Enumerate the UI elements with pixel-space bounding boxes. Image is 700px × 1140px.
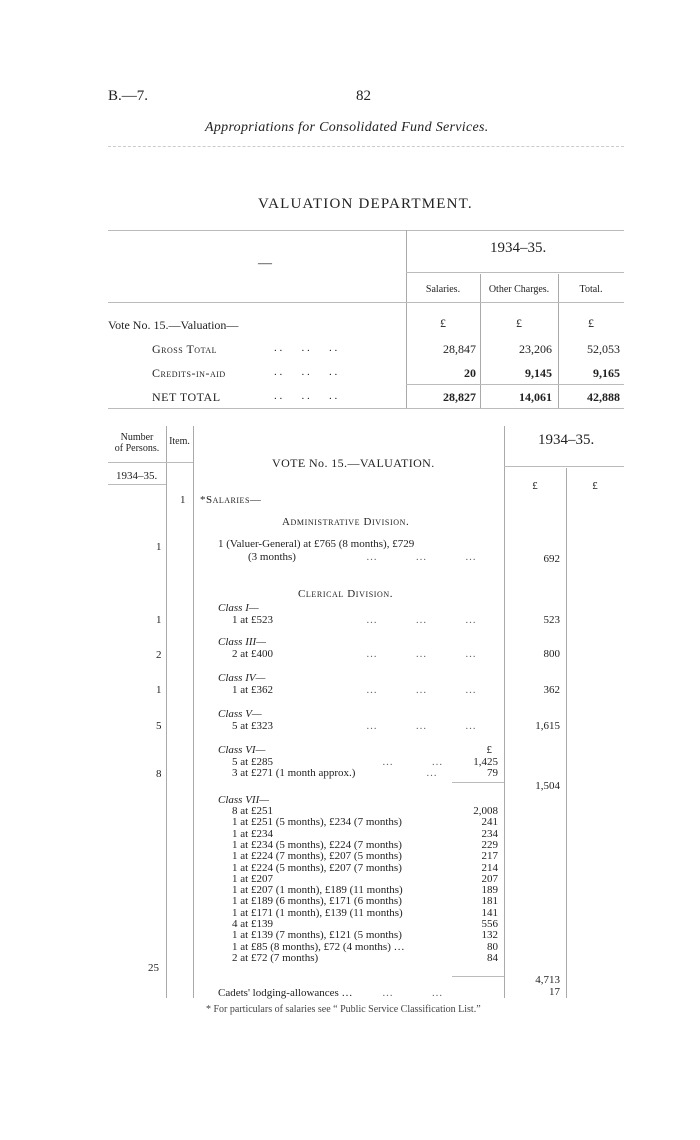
summary-stub-dash: —: [258, 256, 272, 271]
net-salaries: 28,827: [443, 390, 476, 404]
page-subtitle: Appropriations for Consolidated Fund Services.: [205, 120, 489, 135]
detail-divider: [504, 426, 505, 998]
admin-line: 1 (Valuer-General) at £765 (8 months), £729: [218, 538, 415, 550]
net-other: 14,061: [519, 390, 552, 404]
credits-total: 9,165: [593, 366, 620, 380]
detail-divider: [166, 426, 167, 998]
leader-dots: . . . . . .: [274, 342, 338, 354]
class-name: Class IV—: [218, 672, 266, 684]
leader-dots: . . . . . .: [274, 390, 338, 402]
col-salaries: Salaries.: [425, 284, 461, 295]
col-number-of-persons: Number of Persons.: [114, 432, 160, 454]
gross-total: 52,053: [587, 342, 620, 356]
subitem-amount: 229: [481, 839, 498, 851]
net-rule: [406, 384, 624, 385]
col-total: Total.: [579, 284, 603, 295]
class-persons: 8: [156, 768, 162, 780]
summary-year-rule: [406, 272, 624, 273]
class-line: 1 at £234 (5 months), £224 (7 months): [232, 839, 402, 851]
class-name: Class V—: [218, 708, 262, 720]
class-line: 2 at £72 (7 months): [232, 952, 319, 964]
document-reference: B.—7.: [108, 88, 149, 104]
subtotal-rule: [452, 976, 504, 977]
class-line: 1 at £207: [232, 873, 273, 885]
unit-pound: £: [588, 316, 594, 330]
item-number: 1: [180, 494, 186, 506]
year-left: 1934–35.: [116, 470, 158, 482]
administrative-heading: Administrative Division.: [282, 516, 410, 528]
class-persons: 1: [156, 614, 162, 626]
admin-persons: 1: [156, 541, 162, 553]
gross-total-label: Gross Total: [152, 342, 217, 356]
gross-other: 23,206: [519, 342, 552, 356]
detail-year-rule: [504, 466, 624, 467]
admin-line: (3 months): [248, 551, 296, 563]
class-persons: 1: [156, 684, 162, 696]
vote-label: Vote No. 15.—Valuation—: [108, 318, 239, 332]
subitem-amount: 141: [481, 907, 498, 919]
unit-pound: £: [486, 744, 492, 756]
footnote: * For particulars of salaries see “ Public Service Classification List.”: [206, 1004, 481, 1015]
class-line: 1 at £189 (6 months), £171 (6 months): [232, 895, 402, 907]
class-amount: 1,615: [535, 720, 560, 732]
leader-dots: … … …: [366, 551, 476, 563]
clerical-heading: Clerical Division.: [298, 588, 394, 600]
header-rule: [108, 146, 624, 147]
class-line: 1 at £523: [232, 614, 273, 626]
subitem-amount: 189: [481, 884, 498, 896]
cadets-amount: 17: [549, 986, 560, 998]
net-total-label: NET TOTAL: [152, 390, 221, 404]
class-amount: 523: [543, 614, 560, 626]
department-title: VALUATION DEPARTMENT.: [258, 196, 473, 212]
credits-in-aid-label: Credits-in-aid: [152, 366, 226, 380]
leader-dots: . . . . . .: [274, 366, 338, 378]
subitem-amount: 234: [481, 828, 498, 840]
leader-dots: … …: [382, 987, 443, 999]
subitem-amount: 79: [487, 767, 498, 779]
summary-header-rule: [108, 302, 624, 303]
subtotal-rule: [452, 782, 504, 783]
summary-year: 1934–35.: [490, 240, 547, 256]
admin-amount: 692: [543, 553, 560, 565]
class-name: Class III—: [218, 636, 266, 648]
class-persons: 5: [156, 720, 162, 732]
class-persons: 25: [148, 962, 159, 974]
subitem-amount: 2,008: [473, 805, 498, 817]
class-line: 5 at £285: [232, 756, 273, 768]
summary-bottom-rule: [108, 408, 624, 409]
detail-header-rule: [108, 462, 193, 463]
leader-dots: … … …: [366, 614, 476, 626]
class-line: 5 at £323: [232, 720, 273, 732]
net-total: 42,888: [587, 390, 620, 404]
col-other-charges: Other Charges.: [488, 284, 550, 295]
subitem-amount: 556: [481, 918, 498, 930]
subitem-amount: 1,425: [473, 756, 498, 768]
page-number: 82: [356, 88, 371, 104]
class-name: Class VI—: [218, 744, 266, 756]
year-left-rule: [108, 484, 166, 485]
class-line: 1 at £224 (7 months), £207 (5 months): [232, 850, 402, 862]
class-line: 1 at £251 (5 months), £234 (7 months): [232, 816, 402, 828]
class-name: Class VII—: [218, 794, 270, 806]
class-amount: 800: [543, 648, 560, 660]
class-line: 3 at £271 (1 month approx.): [232, 767, 356, 779]
class-line: 1 at £362: [232, 684, 273, 696]
detail-year: 1934–35.: [538, 432, 595, 448]
subitem-amount: 214: [481, 862, 498, 874]
unit-pound: £: [440, 316, 446, 330]
credits-salaries: 20: [464, 366, 476, 380]
class-amount: 4,713: [535, 974, 560, 986]
cadets-label: Cadets' lodging-allowances …: [218, 987, 353, 999]
class-line: 1 at £139 (7 months), £121 (5 months): [232, 929, 402, 941]
unit-pound: £: [592, 480, 598, 492]
leader-dots: … …: [382, 756, 443, 768]
subitem-amount: 181: [481, 895, 498, 907]
unit-pound: £: [532, 480, 538, 492]
subitem-amount: 217: [481, 850, 498, 862]
col-item: Item.: [169, 436, 190, 447]
class-line: 4 at £139: [232, 918, 273, 930]
credits-other: 9,145: [525, 366, 552, 380]
subitem-amount: 80: [487, 941, 498, 953]
summary-top-rule: [108, 230, 624, 231]
leader-dots: … … …: [366, 648, 476, 660]
subitem-amount: 241: [481, 816, 498, 828]
class-line: 1 at £207 (1 month), £189 (11 months): [232, 884, 403, 896]
class-amount: 1,504: [535, 780, 560, 792]
gross-salaries: 28,847: [443, 342, 476, 356]
unit-pound: £: [516, 316, 522, 330]
detail-divider: [193, 426, 194, 998]
class-name: Class I—: [218, 602, 259, 614]
vote-title: VOTE No. 15.—VALUATION.: [272, 456, 435, 470]
class-line: 1 at £85 (8 months), £72 (4 months) …: [232, 941, 405, 953]
subitem-amount: 207: [481, 873, 498, 885]
class-line: 8 at £251: [232, 805, 273, 817]
subitem-amount: 132: [481, 929, 498, 941]
class-line: 2 at £400: [232, 648, 273, 660]
class-line: 1 at £224 (5 months), £207 (7 months): [232, 862, 402, 874]
leader-dots: …: [426, 767, 437, 779]
class-amount: 362: [543, 684, 560, 696]
leader-dots: … … …: [366, 684, 476, 696]
class-line: 1 at £171 (1 month), £139 (11 months): [232, 907, 403, 919]
salaries-heading: *Salaries—: [200, 494, 262, 506]
detail-divider: [566, 468, 567, 998]
leader-dots: … … …: [366, 720, 476, 732]
class-persons: 2: [156, 649, 162, 661]
subitem-amount: 84: [487, 952, 498, 964]
class-line: 1 at £234: [232, 828, 273, 840]
